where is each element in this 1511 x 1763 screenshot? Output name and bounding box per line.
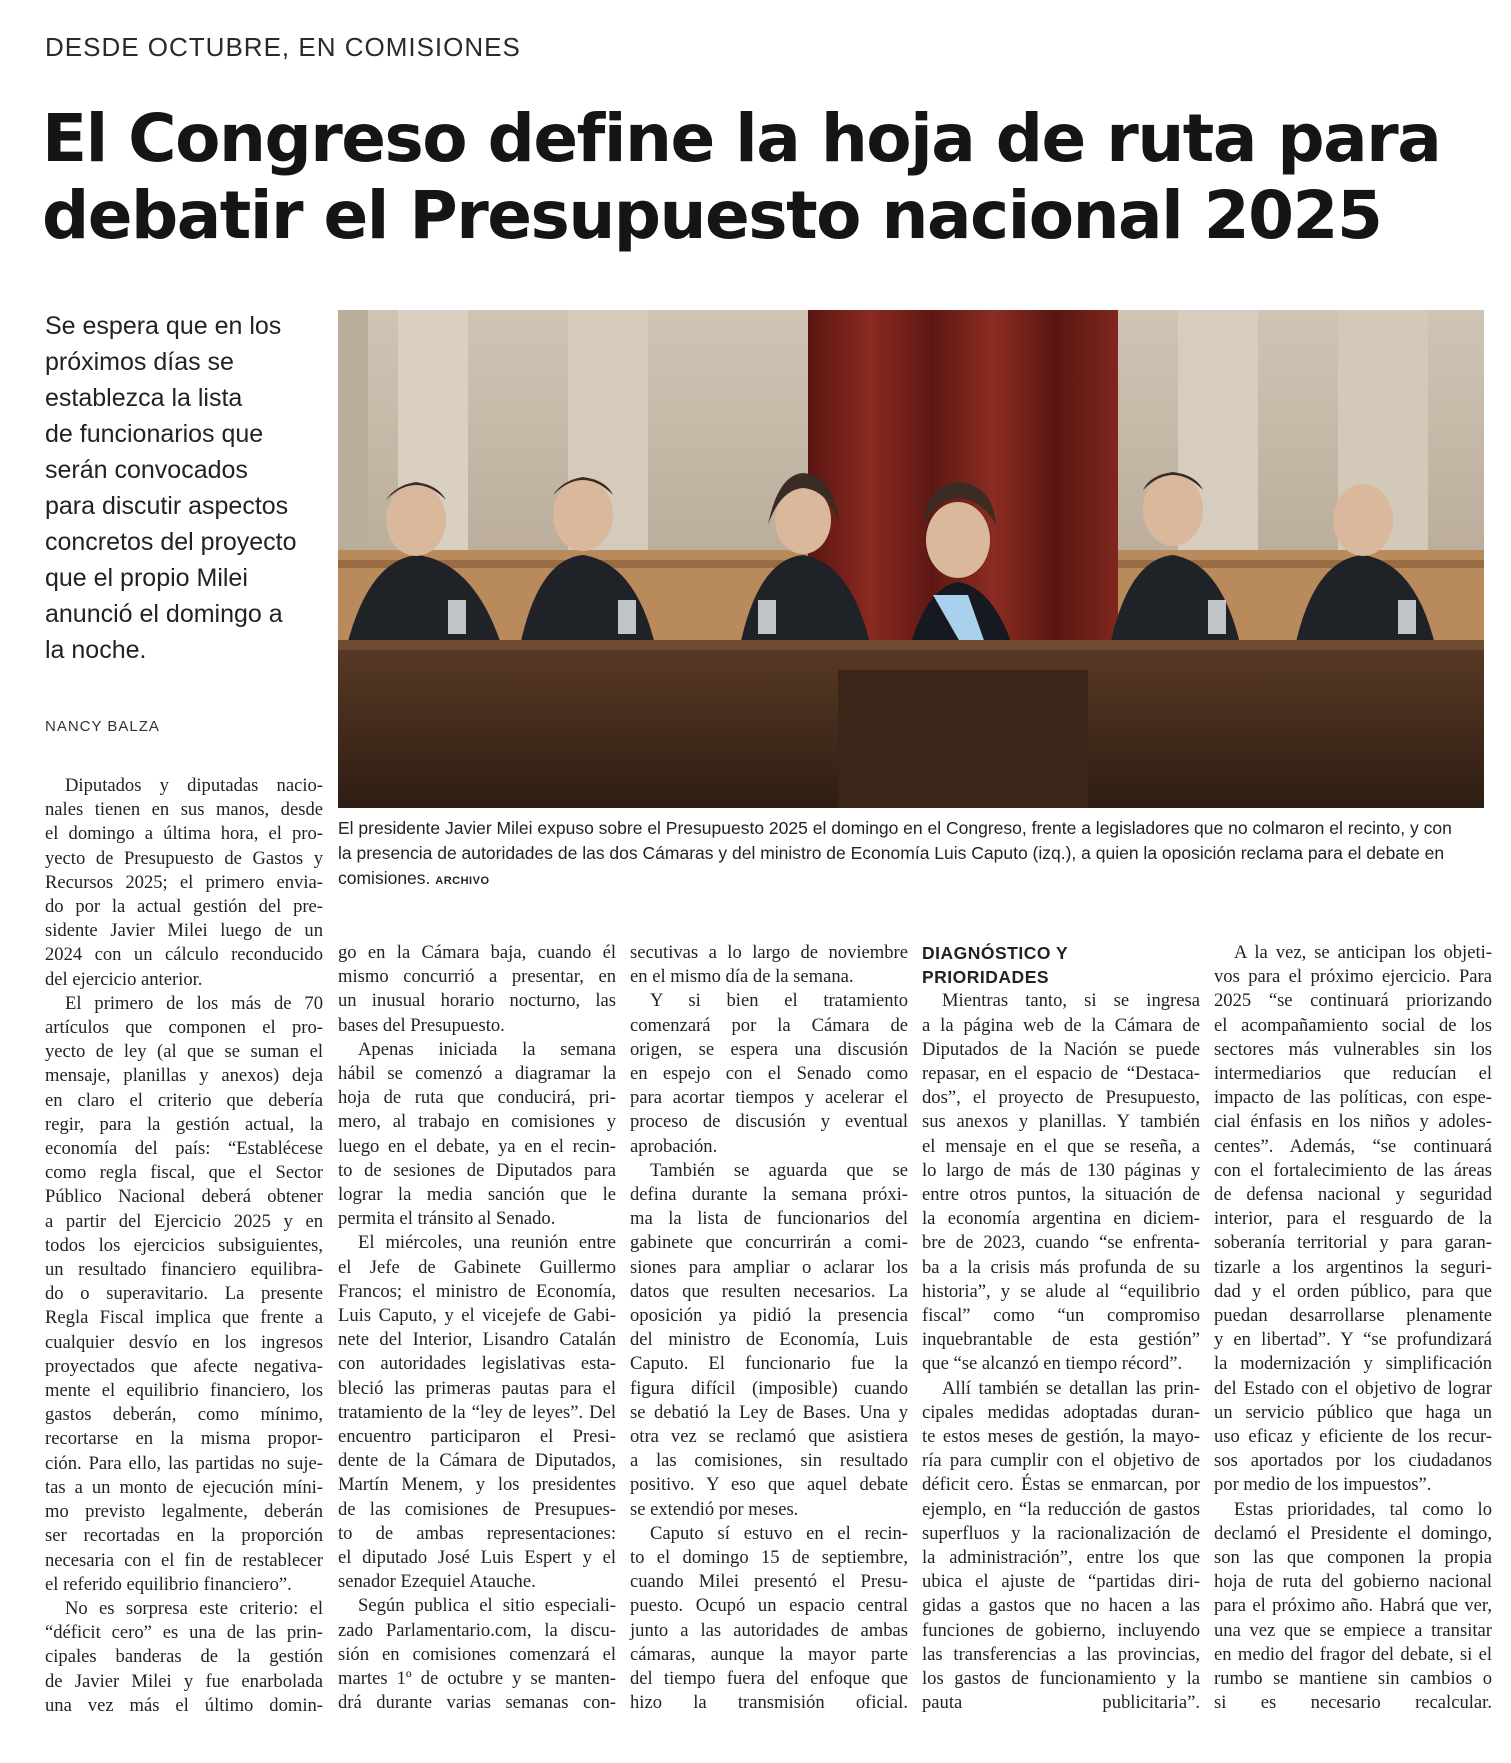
body-line: intermediarios que reducían el — [1214, 1063, 1492, 1085]
body-line: uso eficaz y eficiente de los recur- — [1214, 1426, 1492, 1448]
body-line: el acompañamiento social de los — [1214, 1014, 1492, 1036]
body-line: gidas a gastos que no hacen a las — [922, 1595, 1200, 1617]
headline — [42, 100, 1482, 254]
body-line: soberanía territorial y para garan- — [1214, 1232, 1492, 1254]
body-line: go en la Cámara baja, cuando él — [338, 942, 616, 963]
body-line: figura difícil (imposible) cuando — [630, 1377, 908, 1399]
body-line: drá durante varias semanas con- — [338, 1692, 616, 1714]
body-line: rumbo se mantiene sin cambios o — [1214, 1668, 1492, 1690]
body-line: del ministro de Economía, Luis — [630, 1329, 908, 1351]
body-line: un servicio público que haga un — [1214, 1401, 1492, 1423]
body-line: Regla Fiscal implica que frente a — [45, 1307, 323, 1329]
body-line: ma la lista de funcionarios del — [630, 1208, 908, 1230]
body-line: de defensa nacional y seguridad — [1214, 1184, 1492, 1206]
body-line: nales tienen en sus manos, desde — [45, 799, 323, 821]
body-line: datos que resulten necesarios. La — [630, 1280, 908, 1302]
body-line: lograr la media sanción que le — [338, 1184, 616, 1206]
body-line: otra vez se reclamó que asistiera — [630, 1426, 908, 1448]
body-line: sión en comisiones comenzará el — [338, 1643, 616, 1665]
body-line: mismo concurrió a presentar, en — [338, 966, 616, 988]
body-line: artículos que componen el pro- — [45, 1017, 323, 1039]
body-line: el referido equilibrio financiero”. — [45, 1573, 292, 1595]
body-line: la economía argentina en diciem- — [922, 1208, 1200, 1230]
caption-line: la presencia de autoridades de las dos Cámaras y del ministro de Economía Luis Caputo (izq.), a quien la oposición reclama para el debate en — [338, 843, 1445, 863]
body-line: ción. Para ello, las partidas no suje- — [45, 1452, 323, 1474]
body-line: economía del país: “Establécese — [45, 1138, 323, 1160]
body-line: del ejercicio anterior. — [45, 968, 203, 990]
body-line: el domingo a última hora, el pro- — [45, 823, 323, 845]
body-line: fiscal” como “un compromiso — [922, 1305, 1200, 1327]
body-line: Y si bien el tratamiento — [650, 990, 908, 1012]
body-line: to el domingo 15 de septiembre, — [630, 1547, 908, 1569]
body-line: Luis Caputo, y el vicejefe de Gabi- — [338, 1305, 616, 1327]
body-line: tas a un monto de ejecución míni- — [45, 1476, 323, 1498]
body-line: a partir del Ejercicio 2025 y en — [45, 1210, 323, 1232]
body-line: tizarle a los argentinos la seguri- — [1214, 1256, 1492, 1278]
body-line: funciones de gobierno, incluyendo — [922, 1619, 1200, 1641]
body-line: siones para ampliar o aclarar los — [630, 1256, 908, 1278]
body-line: vos para el próximo ejercicio. Para — [1214, 966, 1492, 988]
body-line: recortarse en la misma propor- — [45, 1428, 323, 1450]
body-line: con autoridades legislativas esta- — [338, 1353, 616, 1375]
body-line: Estas prioridades, tal como lo — [1234, 1498, 1492, 1520]
body-line: ba a la crisis más profunda de su — [922, 1256, 1200, 1278]
body-line: Francos; el ministro de Economía, — [338, 1280, 616, 1302]
body-line: bleció las primeras pautas para el — [338, 1377, 616, 1399]
section-heading: DIAGNÓSTICO Y — [922, 943, 1069, 963]
subhead-line: de funcionarios que — [45, 420, 264, 448]
body-line: nete del Interior, Lisandro Catalán — [338, 1329, 616, 1351]
body-line: senador Ezequiel Atauche. — [338, 1571, 536, 1593]
body-line: encuentro participaron el Presi- — [338, 1426, 616, 1448]
body-line: cámaras, aunque la mayor parte — [630, 1643, 908, 1665]
body-line: repasar, en el espacio de “Destaca- — [922, 1063, 1200, 1085]
subhead-line: para discutir aspectos — [45, 492, 289, 520]
body-line: hoja de ruta que conducirá, pri- — [338, 1087, 616, 1109]
body-line: sectores más vulnerables sin los — [1214, 1038, 1492, 1060]
body-line: como regla fiscal, que el Sector — [45, 1162, 323, 1184]
body-line: El miércoles, una reunión entre — [358, 1232, 616, 1254]
body-line: ría para cumplir con el objetivo de — [922, 1450, 1200, 1472]
body-line: el Jefe de Gabinete Guillermo — [338, 1256, 616, 1278]
body-line: proceso de discusión y eventual — [630, 1111, 908, 1133]
headline-line: debatir el Presupuesto nacional 2025 — [42, 177, 1382, 255]
body-line: déficit cero. Éstas se enmarcan, por — [922, 1474, 1200, 1496]
body-line: hoja de ruta del gobierno nacional — [1214, 1571, 1492, 1593]
body-line: comenzará por la Cámara de — [630, 1014, 908, 1036]
body-line: entre otros puntos, la situación de — [922, 1184, 1200, 1206]
subhead-line: serán convocados — [45, 456, 248, 484]
body-line: 2025 “se continuará priorizando — [1214, 990, 1492, 1012]
subhead-line: que el propio Milei — [45, 564, 248, 592]
body-column-2 — [338, 941, 616, 1716]
body-column-3 — [630, 941, 908, 1716]
body-line: cial énfasis en los niños y adoles- — [1214, 1111, 1492, 1133]
body-line: También se aguarda que se — [650, 1159, 908, 1181]
body-line: puedan desarrollarse plenamente — [1214, 1305, 1492, 1327]
body-line: to de ambas representaciones: — [338, 1522, 616, 1544]
congress-photo-illustration — [338, 310, 1484, 808]
body-line: si es necesario recalcular. — [1214, 1692, 1492, 1714]
body-line: todos los ejercicios subsiguientes, — [45, 1234, 323, 1256]
section-heading: PRIORIDADES — [922, 967, 1050, 988]
body-line: historia”, y se alude al “equilibrio — [922, 1280, 1200, 1302]
body-line: dos”, el proyecto de Presupuesto, — [922, 1087, 1200, 1109]
body-line: te estos meses de gestión, la mayo- — [922, 1426, 1200, 1448]
body-line: son las que componen la propia — [1214, 1547, 1492, 1569]
subhead — [45, 308, 325, 668]
body-line: interior, para el resguardo de la — [1214, 1208, 1492, 1230]
body-line: una vez más el último domin- — [45, 1694, 323, 1716]
body-line: que “se alcanzó en tiempo récord”. — [922, 1353, 1183, 1375]
body-line: sos aportados por los ciudadanos — [1214, 1450, 1492, 1472]
body-line: gabinete que concurrirán a comi- — [630, 1232, 908, 1254]
body-line: A la vez, se anticipan los objeti- — [1234, 942, 1492, 963]
body-line: la administración”, entre los que — [922, 1547, 1200, 1569]
body-line: Apenas iniciada la semana — [358, 1038, 616, 1060]
body-line: un inusual horario nocturno, las — [338, 990, 616, 1012]
body-line: los gastos de funcionamiento y la — [922, 1668, 1200, 1690]
body-line: con el fortalecimiento de las áreas — [1214, 1159, 1492, 1181]
body-line: bases del Presupuesto. — [338, 1014, 505, 1036]
photo-credit: ARCHIVO — [435, 875, 490, 887]
body-line: El primero de los más de 70 — [65, 992, 323, 1014]
body-line: centes”. Además, “se continuará — [1214, 1135, 1492, 1157]
body-line: inquebrantable de esta gestión” — [922, 1329, 1200, 1351]
body-line: secutivas a lo largo de noviembre — [630, 942, 908, 963]
body-line: y en libertad”. Y “se profundizará — [1214, 1329, 1492, 1351]
body-line: luego en el debate, ya en el recin- — [338, 1135, 616, 1157]
body-line: cualquier desvío en los ingresos — [45, 1331, 323, 1353]
subhead-line: establezca la lista — [45, 384, 243, 412]
body-line: para acortar tiempos y acelerar el — [630, 1087, 908, 1109]
photo-caption — [338, 816, 1484, 894]
subhead-line: la noche. — [45, 636, 147, 664]
subhead-line: Se espera que en los — [45, 312, 282, 340]
body-line: No es sorpresa este criterio: el — [65, 1597, 323, 1619]
body-line: una vez que se empiece a transitar — [1214, 1619, 1492, 1641]
body-line: el diputado José Luis Espert y el — [338, 1547, 616, 1569]
kicker: DESDE OCTUBRE, EN COMISIONES — [45, 32, 521, 62]
body-line: do por la actual gestión del pre- — [45, 896, 323, 918]
body-line: lo largo de más de 130 páginas y — [922, 1159, 1200, 1181]
body-line: yecto de ley (al que se suman el — [45, 1041, 323, 1063]
body-column-5 — [1214, 941, 1492, 1716]
body-line: pauta publicitaria”. — [922, 1692, 1200, 1714]
body-line: defina durante la semana próxi- — [630, 1184, 908, 1206]
body-line: martes 1º de octubre y se manten- — [338, 1668, 616, 1690]
body-line: Caputo. El funcionario fue la — [630, 1353, 908, 1375]
body-line: en claro el criterio que debería — [45, 1089, 323, 1111]
body-line: la modernización y simplificación — [1214, 1353, 1492, 1375]
body-line: en espejo con el Senado como — [630, 1063, 908, 1085]
body-line: Recursos 2025; el primero envia- — [45, 871, 323, 893]
body-line: “déficit cero” es una de las prin- — [45, 1622, 323, 1644]
body-line: Caputo sí estuvo en el recin- — [650, 1522, 908, 1544]
body-line: cipales banderas de la gestión — [45, 1646, 323, 1668]
body-line: para el próximo año. Habrá que ver, — [1214, 1595, 1492, 1617]
body-line: sus anexos y planillas. Y también — [922, 1111, 1200, 1133]
body-line: el mensaje en el que se reseña, a — [922, 1135, 1200, 1157]
body-line: a la página web de la Cámara de — [922, 1014, 1200, 1036]
body-line: puesto. Ocupó un espacio central — [630, 1595, 908, 1617]
body-line: ubica el ajuste de “partidas diri- — [922, 1571, 1200, 1593]
body-line: un resultado financiero equilibra- — [45, 1259, 323, 1281]
body-line: Según publica el sitio especiali- — [358, 1595, 616, 1617]
body-line: las transferencias a las provincias, — [922, 1643, 1200, 1665]
body-line: se extendió por meses. — [630, 1498, 799, 1520]
body-line: del Estado con el objetivo de lograr — [1214, 1377, 1492, 1399]
body-line: necesaria con el fin de restablecer — [45, 1549, 323, 1571]
body-line: mensaje, planillas y anexos) deja — [45, 1065, 323, 1087]
body-line: origen, se espera una discusión — [630, 1038, 908, 1060]
body-line: oposición ya pidió la presencia — [630, 1305, 908, 1327]
body-line: se debatió la Ley de Bases. Una y — [630, 1401, 908, 1423]
body-line: en medio del fragor del debate, si el — [1214, 1643, 1492, 1665]
body-line: Allí también se detallan las prin- — [942, 1377, 1200, 1399]
body-column-1 — [45, 774, 323, 1718]
body-line: ejemplo, en “la reducción de gastos — [922, 1498, 1200, 1520]
body-line: Martín Menem, y los presidentes — [338, 1474, 616, 1496]
body-line: ser recortadas en la proporción — [45, 1525, 323, 1547]
body-line: de las comisiones de Presupues- — [338, 1498, 616, 1520]
body-line: do o superavitario. La presente — [45, 1283, 323, 1305]
body-line: superfluos y la racionalización de — [922, 1522, 1200, 1544]
body-line: del tiempo fuera del enfoque que — [630, 1668, 908, 1690]
body-line: positivo. Y eso que aquel debate — [630, 1474, 908, 1496]
body-line: mente el equilibrio financiero, los — [45, 1380, 323, 1402]
body-line: tratamiento de la “ley de leyes”. Del — [338, 1401, 616, 1423]
body-line: regir, para la gestión actual, la — [45, 1113, 323, 1135]
subhead-line: próximos días se — [45, 348, 234, 376]
body-line: Diputados y diputadas nacio- — [65, 775, 323, 796]
body-line: a las comisiones, sin resultado — [630, 1450, 908, 1472]
body-line: hizo la transmisión oficial. — [630, 1692, 908, 1714]
subhead-line: anunció el domingo a — [45, 600, 283, 628]
body-line: yecto de Presupuesto de Gastos y — [45, 847, 323, 869]
body-line: cipales medidas adoptadas duran- — [922, 1401, 1200, 1423]
caption-line: El presidente Javier Milei expuso sobre el Presupuesto 2025 el domingo en el Congreso, frente a legisladores que no colmaron el recinto, y con — [338, 818, 1452, 838]
body-line: por medio de los impuestos”. — [1214, 1474, 1432, 1496]
caption-line — [338, 866, 1484, 894]
body-line: bre de 2023, cuando “se enfrenta- — [922, 1232, 1200, 1254]
body-line: mo previsto legalmente, deberán — [45, 1501, 323, 1523]
body-line: permita el tránsito al Senado. — [338, 1208, 556, 1230]
body-line: Mientras tanto, si se ingresa — [942, 990, 1200, 1012]
body-line: Diputados de la Nación se puede — [922, 1038, 1200, 1060]
body-line: dad y el orden público, para que — [1214, 1280, 1492, 1302]
caption-text: comisiones. — [338, 868, 431, 888]
body-line: de Javier Milei y fue enarbolada — [45, 1670, 323, 1692]
headline-line: El Congreso define la hoja de ruta para — [42, 100, 1441, 177]
body-line: gastos deberán, como mínimo, — [45, 1404, 323, 1426]
body-line: impacto de las políticas, con espe- — [1214, 1087, 1492, 1109]
body-line: sidente Javier Milei luego de un — [45, 920, 323, 942]
body-line: mero, al trabajo en comisiones y — [338, 1111, 616, 1133]
byline: NANCY BALZA — [45, 718, 160, 735]
body-line: proyectados que afecte negativa- — [45, 1355, 323, 1377]
body-line: aprobación. — [630, 1135, 718, 1157]
body-line: declamó el Presidente el domingo, — [1214, 1522, 1492, 1544]
subhead-line: concretos del proyecto — [45, 528, 297, 556]
body-column-4 — [922, 941, 1200, 1716]
body-line: 2024 con un cálculo reconducido — [45, 944, 323, 966]
body-line: Público Nacional deberá obtener — [45, 1186, 323, 1208]
body-line: to de sesiones de Diputados para — [338, 1159, 616, 1181]
body-line: junto a las autoridades de ambas — [630, 1619, 908, 1641]
body-line: cuando Milei presentó el Presu- — [630, 1571, 908, 1593]
body-line: en el mismo día de la semana. — [630, 966, 854, 988]
body-line: hábil se comenzó a diagramar la — [338, 1063, 616, 1085]
lead-photo — [338, 310, 1484, 808]
body-line: dente de la Cámara de Diputados, — [338, 1450, 616, 1472]
body-line: zado Parlamentario.com, la discu- — [338, 1619, 616, 1641]
